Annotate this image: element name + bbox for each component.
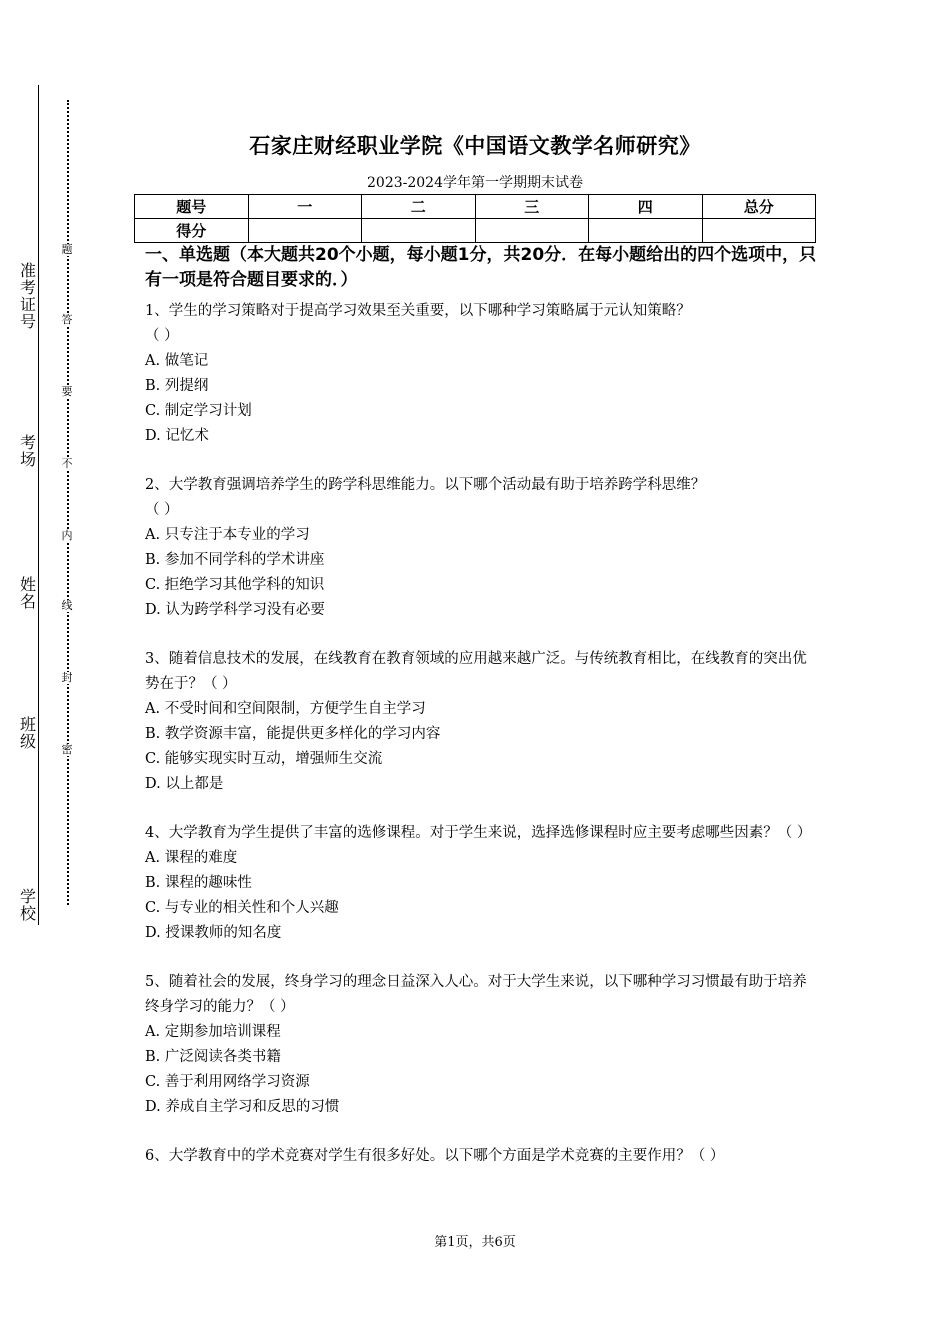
question-stem: 4、大学教育为学生提供了丰富的选修课程。对于学生来说，选择选修课程时应主要考虑哪些因素？（ ）	[145, 825, 812, 841]
seal-char: 题	[61, 243, 73, 256]
option-b: B. 课程的趣味性	[145, 875, 252, 891]
exam-content	[145, 243, 817, 1193]
seal-char: 线	[61, 599, 73, 612]
seal-char: 密	[61, 743, 73, 756]
option-c: C. 制定学习计划	[145, 403, 252, 419]
seal-char: 不	[61, 457, 73, 470]
page-number: 第1页，共6页	[434, 1235, 516, 1250]
option-a: A. 做笔记	[145, 353, 209, 369]
question-5	[145, 970, 817, 1120]
seal-char: 内	[61, 529, 73, 542]
score-cell	[589, 219, 703, 243]
answer-bracket: （ ）	[145, 502, 179, 518]
option-c: C. 与专业的相关性和个人兴趣	[145, 900, 339, 916]
option-a: A. 定期参加培训课程	[145, 1024, 281, 1040]
score-table-header-row	[135, 195, 816, 219]
score-cell	[248, 219, 362, 243]
question-1	[145, 299, 817, 449]
option-b: B. 教学资源丰富，能提供更多样化的学习内容	[145, 726, 441, 742]
question-stem: 3、随着信息技术的发展，在线教育在教育领域的应用越来越广泛。与传统教育相比，在线教育的突出优势在于？（ ）	[145, 651, 807, 692]
score-cell	[475, 219, 589, 243]
field-school-label: 学 校	[19, 887, 36, 923]
option-c: C. 善于利用网络学习资源	[145, 1074, 310, 1090]
exam-subtitle: 2023-2024学年第一学期期末试卷	[367, 175, 583, 191]
score-table-column-header: 四	[589, 195, 703, 219]
option-d: D. 养成自主学习和反思的习惯	[145, 1099, 340, 1115]
seal-char: 要	[61, 385, 73, 398]
score-table-column-header: 三	[475, 195, 589, 219]
score-cell	[702, 219, 816, 243]
option-b: B. 参加不同学科的学术讲座	[145, 552, 325, 568]
seal-char: 答	[61, 313, 73, 326]
score-table-column-header: 二	[362, 195, 476, 219]
question-stem: 6、大学教育中的学术竞赛对学生有很多好处。以下哪个方面是学术竞赛的主要作用？（ ）	[145, 1148, 725, 1164]
option-a: A. 只专注于本专业的学习	[145, 527, 310, 543]
question-4	[145, 821, 817, 946]
option-c: C. 能够实现实时互动，增强师生交流	[145, 751, 383, 767]
option-d: D. 认为跨学科学习没有必要	[145, 602, 325, 618]
score-table-score-row	[135, 219, 816, 243]
field-exam-room-label: 考 场	[19, 433, 36, 469]
option-c: C. 拒绝学习其他学科的知识	[145, 577, 325, 593]
field-name-label: 姓 名	[19, 575, 36, 611]
binding-dotted-line	[67, 100, 69, 905]
option-a: A. 课程的难度	[145, 850, 238, 866]
score-cell	[362, 219, 476, 243]
question-stem: 2、大学教育强调培养学生的跨学科思维能力。以下哪个活动最有助于培养跨学科思维？	[145, 477, 706, 493]
question-stem: 1、学生的学习策略对于提高学习效果至关重要，以下哪种学习策略属于元认知策略？	[145, 303, 691, 319]
score-table-column-header: 一	[248, 195, 362, 219]
score-table-row-label: 得分	[135, 219, 249, 243]
binding-solid-line	[38, 85, 39, 925]
option-b: B. 广泛阅读各类书籍	[145, 1049, 281, 1065]
field-exam-number-label: 准 考 证 号	[19, 261, 36, 331]
score-table-row-label: 题号	[135, 195, 249, 219]
option-d: D. 授课教师的知名度	[145, 925, 282, 941]
question-stem: 5、随着社会的发展，终身学习的理念日益深入人心。对于大学生来说，以下哪种学习习惯最有助于培养终身学习的能力？（ ）	[145, 974, 807, 1015]
field-class-label: 班 级	[19, 715, 36, 751]
option-a: A. 不受时间和空间限制，方便学生自主学习	[145, 701, 426, 717]
question-2	[145, 473, 817, 623]
question-3	[145, 647, 817, 797]
score-table	[134, 194, 816, 243]
option-d: D. 以上都是	[145, 776, 224, 792]
question-6	[145, 1144, 817, 1169]
option-d: D. 记忆术	[145, 428, 209, 444]
option-b: B. 列提纲	[145, 378, 209, 394]
score-table-column-header: 总分	[702, 195, 816, 219]
answer-bracket: （ ）	[145, 328, 179, 344]
exam-title: 石家庄财经职业学院《中国语文教学名师研究》	[249, 134, 701, 158]
seal-char: 封	[61, 671, 73, 684]
section-heading: 一、单选题（本大题共20个小题，每小题1分，共20分．在每小题给出的四个选项中，只有一项是符合题目要求的．）	[145, 245, 817, 290]
